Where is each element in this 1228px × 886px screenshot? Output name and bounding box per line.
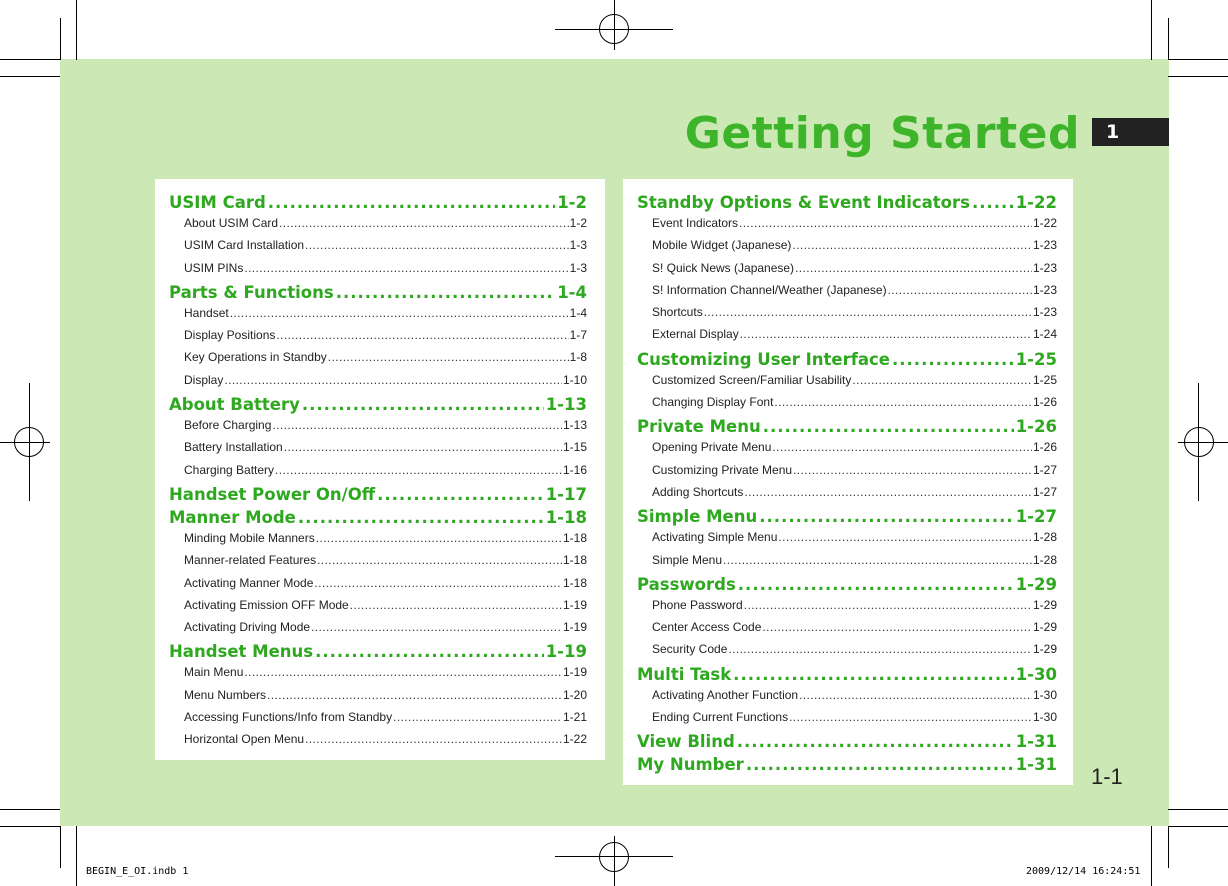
toc-entry-page: 1-26: [1032, 395, 1057, 410]
toc-entry-label: Security Code: [652, 642, 728, 657]
toc-entry-label: Activating Another Function: [652, 687, 799, 702]
toc-entry[interactable]: [637, 216, 1057, 238]
toc-section-heading[interactable]: [637, 665, 1057, 688]
dot-leader: [723, 553, 1032, 567]
toc-entry-page: 1-25: [1032, 372, 1057, 387]
toc-entry-page: 1-28: [1032, 552, 1057, 567]
toc-entry-page: 1-30: [1032, 687, 1057, 702]
toc-entry-page: 1-15: [562, 440, 587, 455]
dot-leader: [739, 216, 1032, 230]
crop-mark: [1168, 826, 1169, 868]
toc-section-title: About Battery: [169, 395, 300, 415]
toc-section-heading[interactable]: [637, 193, 1057, 216]
toc-entry[interactable]: [637, 688, 1057, 710]
toc-entry[interactable]: [637, 553, 1057, 575]
toc-entry-label: S! Quick News (Japanese): [652, 260, 795, 275]
toc-entry-label: Activating Simple Menu: [652, 530, 778, 545]
dot-leader: [799, 688, 1032, 702]
toc-section-page: 1-2: [557, 193, 587, 212]
toc-entry-label: About USIM Card: [184, 216, 279, 230]
toc-section-title: Passwords: [637, 574, 736, 594]
toc-entry-label: Event Indicators: [652, 216, 739, 230]
toc-entry-page: 1-18: [562, 530, 587, 545]
toc-section-heading[interactable]: [169, 193, 587, 216]
crop-mark: [0, 809, 60, 810]
toc-entry-page: 1-13: [562, 418, 587, 433]
dot-leader: [789, 710, 1032, 724]
toc-entry-label: Manner-related Features: [184, 553, 317, 568]
toc-entry-label: Display: [184, 372, 224, 387]
dot-leader: [728, 642, 1032, 656]
toc-left-panel: [155, 179, 605, 760]
toc-entry-page: 1-23: [1032, 238, 1057, 253]
toc-entry-label: Opening Private Menu: [652, 440, 772, 455]
dot-leader: [276, 328, 568, 342]
dot-leader: [350, 598, 562, 612]
toc-entry-page: 1-3: [569, 238, 587, 253]
toc-entry-page: 1-20: [562, 687, 587, 702]
toc-entry-label: Center Access Code: [652, 620, 762, 635]
toc-entry-label: Charging Battery: [184, 462, 275, 477]
toc-right-panel: [623, 179, 1073, 785]
print-footer-timestamp: 2009/12/14 16:24:51: [1026, 866, 1141, 877]
crop-mark: [60, 18, 61, 60]
toc-entry-label: Key Operations in Standby: [184, 350, 327, 365]
toc-section-heading[interactable]: [637, 350, 1057, 373]
toc-entry-page: 1-19: [562, 620, 587, 635]
dot-leader: [704, 305, 1032, 319]
dot-leader: [317, 553, 562, 567]
toc-entry[interactable]: [169, 216, 587, 238]
crop-mark: [1151, 0, 1152, 60]
toc-section-page: 1-29: [1015, 574, 1057, 594]
toc-section-heading[interactable]: [169, 508, 587, 531]
toc-entry-page: 1-23: [1032, 282, 1057, 297]
toc-entry-page: 1-29: [1032, 597, 1057, 612]
toc-entry-label: Before Charging: [184, 418, 272, 433]
toc-entry-page: 1-28: [1032, 530, 1057, 545]
dot-leader: [244, 665, 562, 679]
registration-circle: [599, 14, 629, 44]
toc-section-heading[interactable]: [637, 417, 1057, 440]
toc-section-title: Customizing User Interface: [637, 349, 890, 369]
dot-leader: [852, 373, 1032, 387]
toc-entry-page: 1-10: [562, 372, 587, 387]
toc-entry[interactable]: [169, 620, 587, 642]
toc-entry-label: External Display: [652, 327, 739, 342]
dot-leader: [377, 485, 544, 504]
crop-mark: [60, 826, 61, 868]
chapter-title: Getting Started: [684, 108, 1080, 159]
toc-entry-label: Activating Driving Mode: [184, 620, 311, 635]
toc-entry-label: Simple Menu: [652, 552, 723, 567]
dot-leader: [305, 238, 569, 252]
toc-section-heading[interactable]: [637, 755, 1057, 778]
toc-section-title: Handset Power On/Off: [169, 484, 376, 504]
dot-leader: [230, 306, 569, 320]
registration-circle: [599, 842, 629, 872]
dot-leader: [763, 417, 1014, 436]
toc-entry[interactable]: [169, 576, 587, 598]
toc-entry-page: 1-26: [1032, 440, 1057, 455]
toc-entry[interactable]: [169, 306, 587, 328]
toc-entry-page: 1-22: [1032, 216, 1057, 230]
toc-section-title: USIM Card: [169, 193, 266, 212]
toc-entry-page: 1-3: [569, 260, 587, 275]
toc-section-page: 1-25: [1015, 349, 1057, 369]
toc-entry[interactable]: [637, 373, 1057, 395]
toc-entry-page: 1-18: [562, 575, 587, 590]
dot-leader: [972, 193, 1014, 212]
toc-section-page: 1-31: [1015, 755, 1057, 775]
toc-entry[interactable]: [169, 440, 587, 462]
toc-entry[interactable]: [169, 350, 587, 372]
toc-entry[interactable]: [637, 620, 1057, 642]
toc-section-title: Handset Menus: [169, 642, 314, 662]
dot-leader: [268, 193, 555, 212]
dot-leader: [778, 530, 1032, 544]
toc-section-title: Private Menu: [637, 417, 761, 437]
toc-entry-page: 1-29: [1032, 620, 1057, 635]
toc-entry-label: Accessing Functions/Info from Standby: [184, 710, 393, 725]
toc-entry-page: 1-29: [1032, 642, 1057, 657]
dot-leader: [774, 395, 1032, 409]
toc-section-heading[interactable]: [637, 507, 1057, 530]
toc-entry[interactable]: [169, 373, 587, 395]
dot-leader: [328, 350, 569, 364]
crop-mark: [1168, 59, 1228, 60]
dot-leader: [298, 508, 544, 527]
toc-entry[interactable]: [637, 642, 1057, 664]
toc-entry[interactable]: [169, 665, 587, 687]
toc-entry[interactable]: [169, 710, 587, 732]
toc-entry-page: 1-18: [562, 553, 587, 568]
toc-entry-page: 1-7: [569, 328, 587, 343]
toc-entry[interactable]: [637, 238, 1057, 260]
toc-entry-page: 1-19: [562, 597, 587, 612]
dot-leader: [738, 575, 1014, 594]
dot-leader: [888, 283, 1032, 297]
toc-section-page: 1-26: [1015, 417, 1057, 437]
dot-leader: [744, 485, 1032, 499]
dot-leader: [795, 261, 1032, 275]
toc-entry-label: Handset: [184, 305, 229, 320]
registration-circle: [1184, 427, 1214, 457]
dot-leader: [316, 531, 562, 545]
toc-entry[interactable]: [637, 261, 1057, 283]
crop-mark: [1168, 809, 1228, 810]
dot-leader: [284, 440, 562, 454]
toc-entry[interactable]: [169, 732, 587, 754]
toc-entry[interactable]: [637, 283, 1057, 305]
toc-entry-label: Ending Current Functions: [652, 710, 789, 725]
toc-entry[interactable]: [637, 305, 1057, 327]
toc-entry[interactable]: [637, 395, 1057, 417]
crop-mark: [1168, 18, 1169, 60]
toc-section-page: 1-31: [1015, 732, 1057, 752]
toc-section-title: Manner Mode: [169, 507, 296, 527]
dot-leader: [244, 261, 568, 275]
toc-entry-label: Shortcuts: [652, 305, 703, 320]
toc-section-heading[interactable]: [637, 575, 1057, 598]
toc-entry-label: Menu Numbers: [184, 687, 267, 702]
toc-section-title: Parts & Functions: [169, 282, 334, 302]
toc-section-heading[interactable]: [169, 642, 587, 665]
toc-entry[interactable]: [169, 328, 587, 350]
crop-mark: [1168, 826, 1228, 827]
toc-section-heading[interactable]: [169, 485, 587, 508]
dot-leader: [759, 507, 1013, 526]
registration-circle: [14, 427, 44, 457]
toc-section-title: Simple Menu: [637, 507, 758, 527]
toc-section-page: 1-17: [545, 484, 587, 504]
toc-entry-label: Customized Screen/Familiar Usability: [652, 372, 852, 387]
dot-leader: [892, 350, 1014, 369]
dot-leader: [336, 283, 556, 302]
toc-section-heading[interactable]: [637, 732, 1057, 755]
dot-leader: [762, 620, 1032, 634]
toc-entry-page: 1-4: [569, 305, 587, 320]
dot-leader: [315, 642, 544, 661]
dot-leader: [740, 327, 1032, 341]
dot-leader: [792, 238, 1032, 252]
toc-entry-label: USIM Card Installation: [184, 238, 305, 253]
toc-entry[interactable]: [169, 238, 587, 260]
toc-entry[interactable]: [637, 440, 1057, 462]
toc-entry[interactable]: [637, 710, 1057, 732]
toc-section-page: 1-27: [1015, 507, 1057, 527]
toc-entry[interactable]: [637, 485, 1057, 507]
toc-entry-page: 1-22: [562, 732, 587, 747]
crop-mark: [0, 826, 60, 827]
crop-mark: [76, 826, 77, 886]
toc-entry[interactable]: [169, 598, 587, 620]
toc-entry-label: Mobile Widget (Japanese): [652, 238, 792, 253]
toc-entry-label: Customizing Private Menu: [652, 462, 793, 477]
crop-mark: [1151, 826, 1152, 886]
crop-mark: [0, 76, 60, 77]
toc-entry-page: 1-30: [1032, 710, 1057, 725]
dot-leader: [279, 216, 569, 230]
chapter-tab: 1: [1092, 118, 1169, 146]
toc-entry-page: 1-8: [569, 350, 587, 365]
toc-entry[interactable]: [637, 530, 1057, 552]
dot-leader: [737, 732, 1014, 751]
toc-entry[interactable]: [637, 598, 1057, 620]
toc-section-page: 1-22: [1015, 193, 1057, 212]
toc-entry-page: 1-23: [1032, 305, 1057, 320]
toc-section-title: Standby Options & Event Indicators: [637, 193, 970, 212]
dot-leader: [275, 463, 562, 477]
toc-section-title: View Blind: [637, 732, 735, 752]
page-number: 1-1: [1091, 764, 1123, 789]
print-footer-file: BEGIN_E_OI.indb 1: [86, 866, 189, 877]
dot-leader: [224, 373, 562, 387]
toc-entry-page: 1-27: [1032, 462, 1057, 477]
toc-entry[interactable]: [169, 531, 587, 553]
toc-entry-label: USIM PINs: [184, 260, 244, 275]
toc-entry-page: 1-2: [569, 216, 587, 230]
crop-mark: [0, 59, 60, 60]
toc-entry[interactable]: [169, 418, 587, 440]
toc-entry-label: Activating Emission OFF Mode: [184, 597, 349, 612]
toc-entry-page: 1-21: [562, 710, 587, 725]
dot-leader: [746, 755, 1014, 774]
dot-leader: [314, 576, 562, 590]
toc-entry-page: 1-24: [1032, 327, 1057, 342]
toc-section-heading[interactable]: [169, 283, 587, 306]
toc-entry[interactable]: [169, 553, 587, 575]
dot-leader: [311, 620, 562, 634]
dot-leader: [393, 710, 562, 724]
crop-mark: [1168, 76, 1228, 77]
toc-entry[interactable]: [169, 688, 587, 710]
toc-entry[interactable]: [169, 261, 587, 283]
toc-entry-label: Phone Password: [652, 597, 743, 612]
toc-section-page: 1-19: [545, 642, 587, 662]
dot-leader: [772, 440, 1032, 454]
toc-entry-page: 1-27: [1032, 484, 1057, 499]
dot-leader: [302, 395, 544, 414]
toc-section-title: Multi Task: [637, 664, 732, 684]
dot-leader: [267, 688, 562, 702]
toc-entry-label: Horizontal Open Menu: [184, 732, 305, 747]
toc-entry-page: 1-16: [562, 462, 587, 477]
toc-entry[interactable]: [169, 463, 587, 485]
dot-leader: [733, 665, 1014, 684]
toc-entry[interactable]: [637, 327, 1057, 349]
toc-entry-label: Minding Mobile Manners: [184, 530, 315, 545]
toc-section-page: 1-13: [545, 395, 587, 415]
dot-leader: [305, 732, 562, 746]
dot-leader: [793, 463, 1032, 477]
toc-entry-label: Battery Installation: [184, 440, 283, 455]
toc-section-page: 1-18: [545, 507, 587, 527]
toc-entry-page: 1-19: [562, 665, 587, 680]
toc-entry[interactable]: [637, 463, 1057, 485]
toc-entry-label: Changing Display Font: [652, 395, 774, 410]
toc-entry-label: Display Positions: [184, 328, 276, 343]
toc-entry-page: 1-23: [1032, 260, 1057, 275]
crop-mark: [76, 0, 77, 60]
toc-section-page: 1-4: [557, 282, 587, 302]
toc-entry-label: Main Menu: [184, 665, 244, 680]
toc-entry-label: Activating Manner Mode: [184, 575, 314, 590]
toc-entry-label: Adding Shortcuts: [652, 484, 744, 499]
toc-section-heading[interactable]: [169, 395, 587, 418]
toc-entry-label: S! Information Channel/Weather (Japanese): [652, 282, 887, 297]
dot-leader: [744, 598, 1032, 612]
toc-section-title: My Number: [637, 755, 744, 775]
dot-leader: [272, 418, 562, 432]
toc-section-page: 1-30: [1015, 664, 1057, 684]
